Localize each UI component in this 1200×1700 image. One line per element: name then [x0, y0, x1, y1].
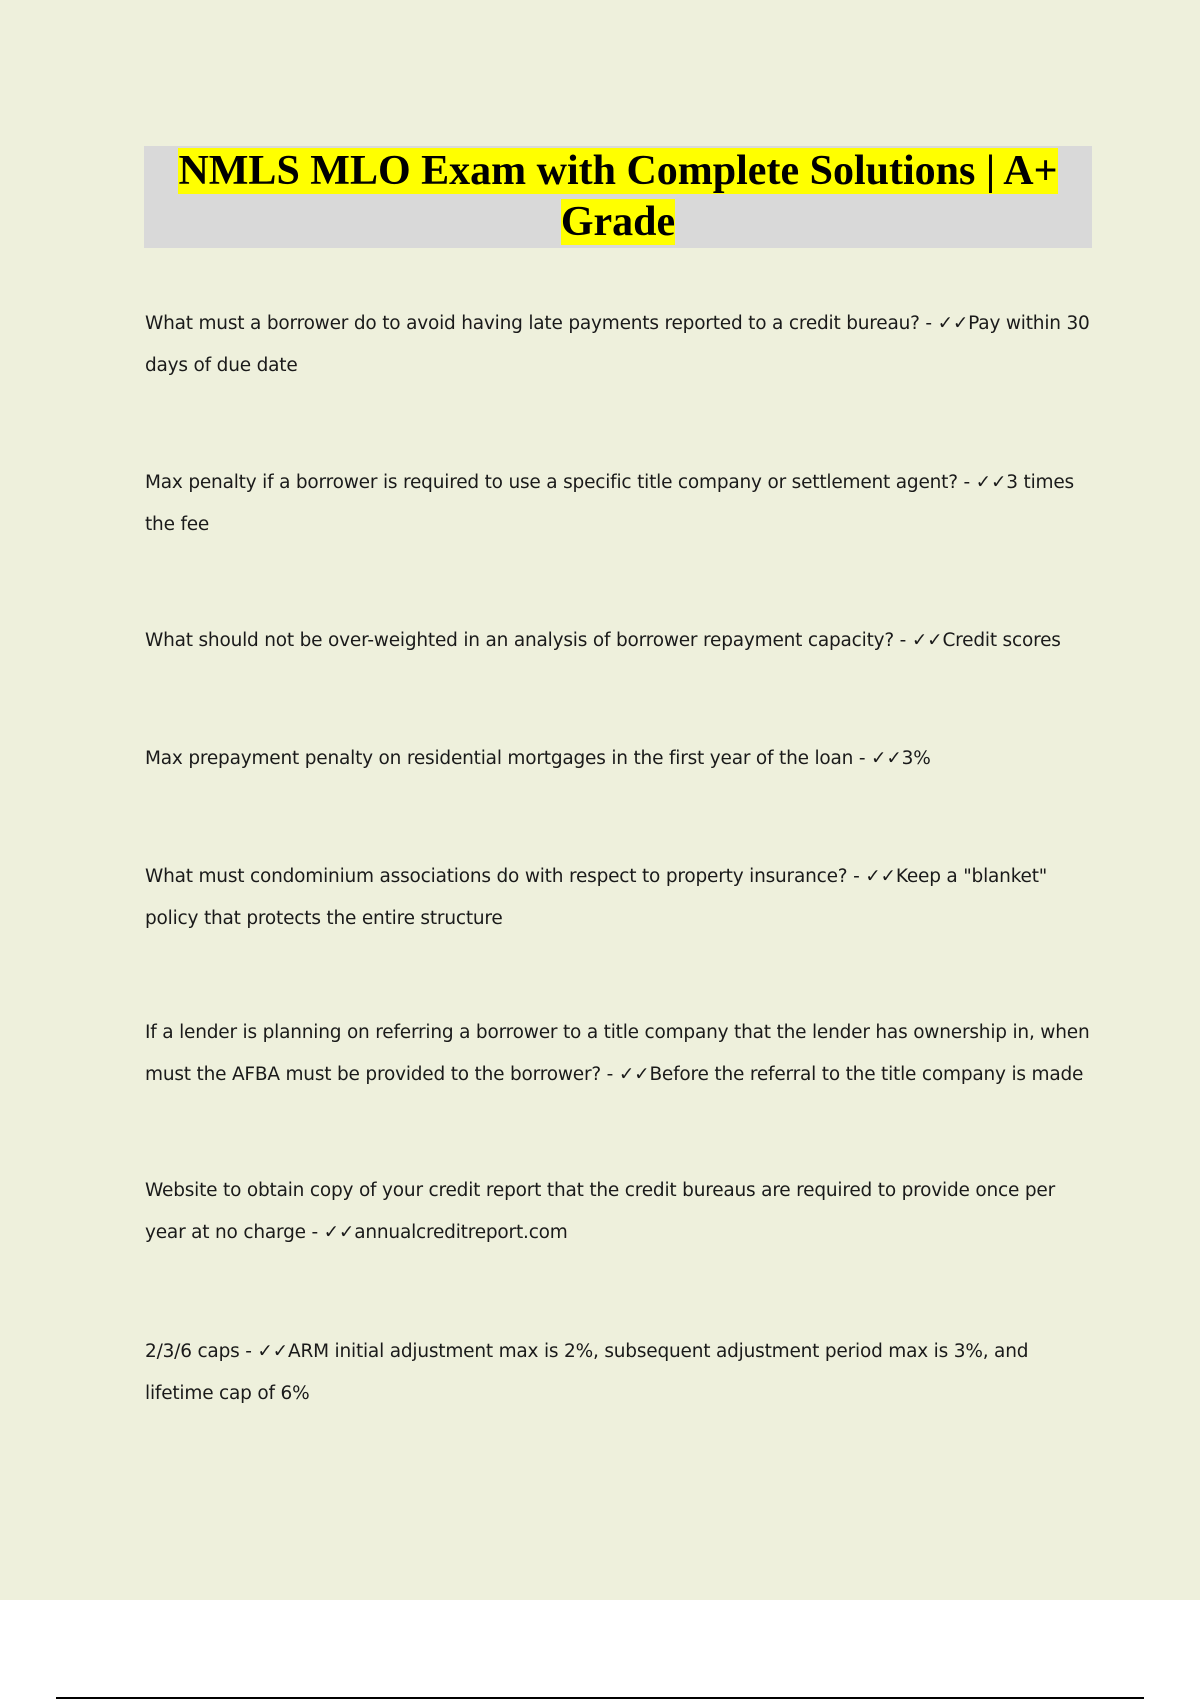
qa-item-7: Website to obtain copy of your credit report that the credit bureaus are required to provide once per year at no charge - ✓✓annualcreditreport.com [145, 1180, 1055, 1243]
footer-divider [56, 1697, 1144, 1699]
qa-item-1: What must a borrower do to avoid having late payments reported to a credit bureau? - ✓✓Pay within 30 days of due date [145, 313, 1090, 376]
qa-item-3: What should not be over-weighted in an analysis of borrower repayment capacity? - ✓✓Credit scores [145, 630, 1061, 651]
qa-item-6: If a lender is planning on referring a borrower to a title company that the lender has ownership in, when must the AFBA must be provided to the borrower? - ✓✓Before the referral to the title company is made [145, 1022, 1090, 1085]
document-title: NMLS MLO Exam with Complete Solutions | A+ Grade [178, 148, 1058, 245]
title-banner [144, 146, 1092, 248]
qa-item-5: What must condominium associations do with respect to property insurance? - ✓✓Keep a "blanket" policy that protects the entire structure [145, 866, 1048, 929]
qa-item-4: Max prepayment penalty on residential mortgages in the first year of the loan - ✓✓3% [145, 748, 931, 769]
qa-item-8: 2/3/6 caps - ✓✓ARM initial adjustment max is 2%, subsequent adjustment period max is 3%, and lifetime cap of 6% [145, 1341, 1029, 1404]
qa-item-2: Max penalty if a borrower is required to use a specific title company or settlement agent? - ✓✓3 times the fee [145, 472, 1074, 535]
